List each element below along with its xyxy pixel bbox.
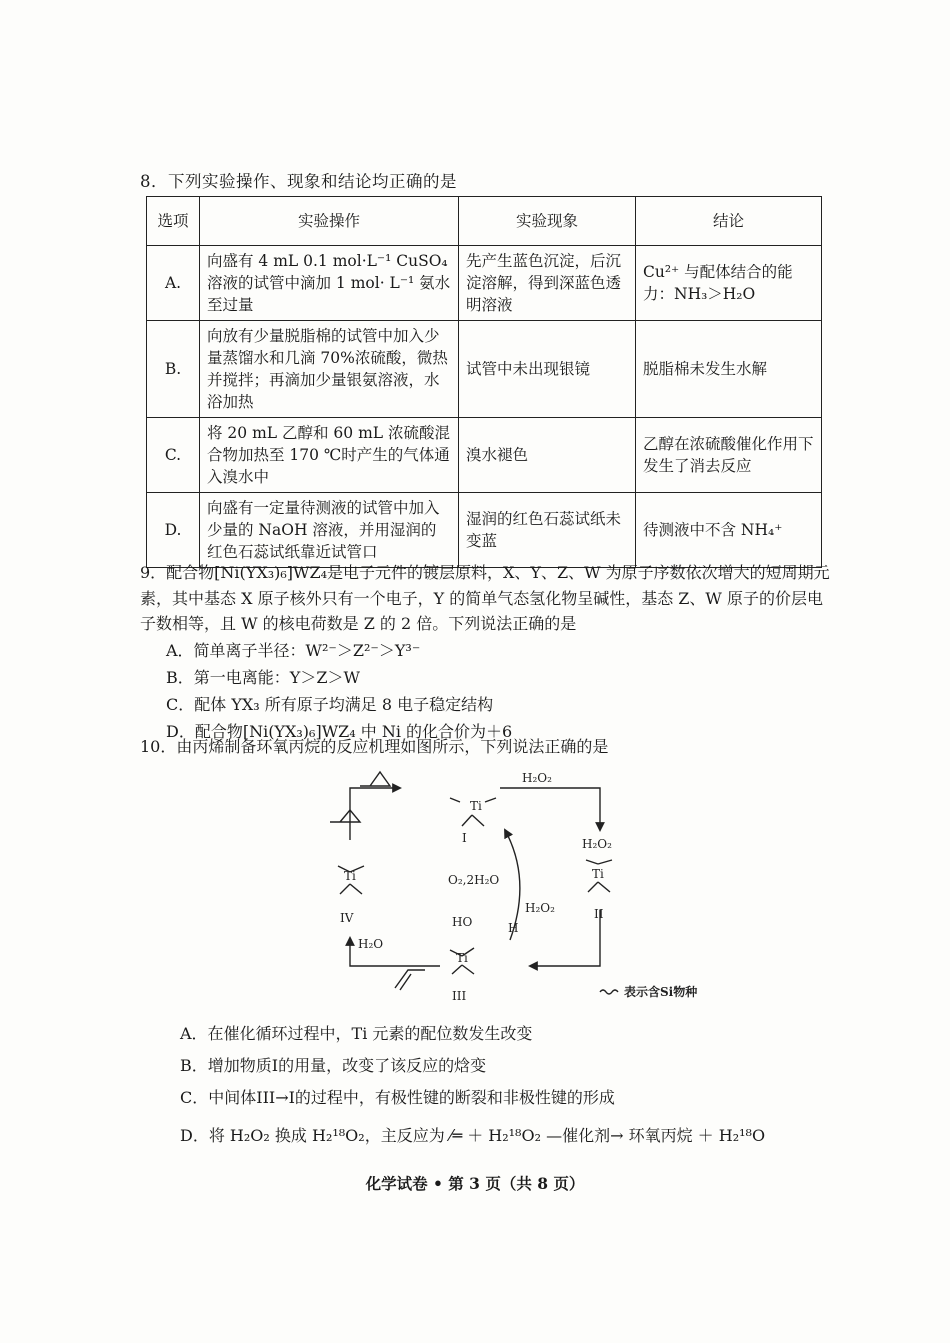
row-phenomenon: 试管中未出现银镜 <box>459 321 636 418</box>
arrow-ii-to-iii <box>530 910 600 966</box>
row-operation: 向盛有 4 mL 0.1 mol·L⁻¹ CuSO₄ 溶液的试管中滴加 1 mol· L⁻¹ 氨水至过量 <box>200 246 459 321</box>
ti-iii-label: Ti <box>456 951 468 965</box>
roman-iv: IV <box>340 911 354 925</box>
table-row <box>147 418 822 493</box>
table-header-row <box>147 197 822 246</box>
legend-label: 表示含Si物种 <box>624 985 698 999</box>
experiment-table <box>146 196 822 568</box>
ti-i-label: Ti <box>470 799 482 813</box>
row-phenomenon: 先产生蓝色沉淀，后沉淀溶解，得到深蓝色透明溶液 <box>459 246 636 321</box>
q9-option-c: C．配体 YX₃ 所有原子均满足 8 电子稳定结构 <box>166 694 494 714</box>
row-conclusion: 乙醇在浓硫酸催化作用下发生了消去反应 <box>636 418 822 493</box>
h2o-label: H₂O <box>358 937 384 951</box>
q10-option-a: A．在催化循环过程中，Ti 元素的配位数发生改变 <box>180 1024 533 1043</box>
si-species-squiggle-icon <box>600 990 618 994</box>
row-option: D. <box>147 493 200 568</box>
table-row <box>147 246 822 321</box>
arrow-iv-to-product <box>350 788 400 840</box>
row-phenomenon: 湿润的红色石蕊试纸未变蓝 <box>459 493 636 568</box>
h2o2-mid-label: H₂O₂ <box>525 901 555 915</box>
o2-h2o-label: O₂,2H₂O <box>448 873 500 887</box>
h2o2-bound-label: H₂O₂ <box>582 837 612 851</box>
question-9-stem: 9．配合物[Ni(YX₃)₆]WZ₄是电子元件的镀层原料，X、Y、Z、W 为原子序数依次增大的短周期元素，其中基态 X 原子核外只有一个电子，Y 的简单气态氢化物呈碱性，基态 Z、W 原子的价层电子数相等，且 W 的核电荷数是 Z 的 2 倍。下列说法正确的是 <box>140 563 830 633</box>
row-phenomenon: 溴水褪色 <box>459 418 636 493</box>
q9-option-b: B．第一电离能：Y＞Z＞W <box>166 667 360 687</box>
q10-option-c: C．中间体III→I的过程中，有极性键的断裂和非极性键的形成 <box>180 1088 615 1107</box>
row-option: A. <box>147 246 200 321</box>
row-operation: 向放有少量脱脂棉的试管中加入少量蒸馏水和几滴 70%浓硫酸，微热并搅拌；再滴加少量银氨溶液，水浴加热 <box>200 321 459 418</box>
q9-option-d: D．配合物[Ni(YX₃)₆]WZ₄ 中 Ni 的化合价为＋6 <box>166 721 513 741</box>
row-conclusion: Cu²⁺ 与配体结合的能力：NH₃＞H₂O <box>636 246 822 321</box>
row-conclusion: 脱脂棉未发生水解 <box>636 321 822 418</box>
q10-option-b: B．增加物质I的用量，改变了该反应的焓变 <box>180 1056 487 1075</box>
arrow-i-to-ii <box>500 788 600 830</box>
header-operation: 实验操作 <box>200 197 459 246</box>
row-operation: 将 20 mL 乙醇和 60 mL 浓硫酸混合物加热至 170 ℃时产生的气体通入溴水中 <box>200 418 459 493</box>
question-10-stem: 10．由丙烯制备环氧丙烷的反应机理如图所示，下列说法正确的是 <box>140 737 609 756</box>
row-operation: 向盛有一定量待测液的试管中加入少量的 NaOH 溶液，并用湿润的红色石蕊试纸靠近试管口 <box>200 493 459 568</box>
epoxide-product-icon <box>360 772 390 786</box>
row-conclusion: 待测液中不含 NH₄⁺ <box>636 493 822 568</box>
q9-option-a: A．简单离子半径：W²⁻＞Z²⁻＞Y³⁻ <box>166 640 421 660</box>
ti-iv-label: Ti <box>344 869 356 883</box>
row-option: B. <box>147 321 200 418</box>
table-row <box>147 493 822 568</box>
h-label: H <box>508 921 519 935</box>
question-10-options <box>180 1018 765 1152</box>
header-phenomenon: 实验现象 <box>459 197 636 246</box>
question-9 <box>140 560 830 745</box>
page-footer: 化学试卷 • 第 3 页（共 8 页） <box>365 1174 585 1193</box>
table-row <box>147 321 822 418</box>
header-conclusion: 结论 <box>636 197 822 246</box>
ho-label: HO <box>452 915 473 929</box>
roman-iii: III <box>452 989 467 1003</box>
h2o2-top-label: H₂O₂ <box>522 771 552 785</box>
roman-i: I <box>462 831 467 845</box>
q10-option-d: D．将 H₂O₂ 换成 H₂¹⁸O₂，主反应为 ⁄═ ＋ H₂¹⁸O₂ —催化剂→ 环氧丙烷 ＋ H₂¹⁸O <box>180 1126 766 1145</box>
header-option: 选项 <box>147 197 200 246</box>
question-8-title: 8．下列实验操作、现象和结论均正确的是 <box>140 172 457 191</box>
epoxide-ligand-icon <box>330 810 360 822</box>
roman-ii: II <box>594 907 604 921</box>
row-option: C. <box>147 418 200 493</box>
propylene-icon <box>395 970 425 990</box>
reaction-mechanism-diagram <box>300 760 740 1010</box>
ti-ii-label: Ti <box>592 867 604 881</box>
